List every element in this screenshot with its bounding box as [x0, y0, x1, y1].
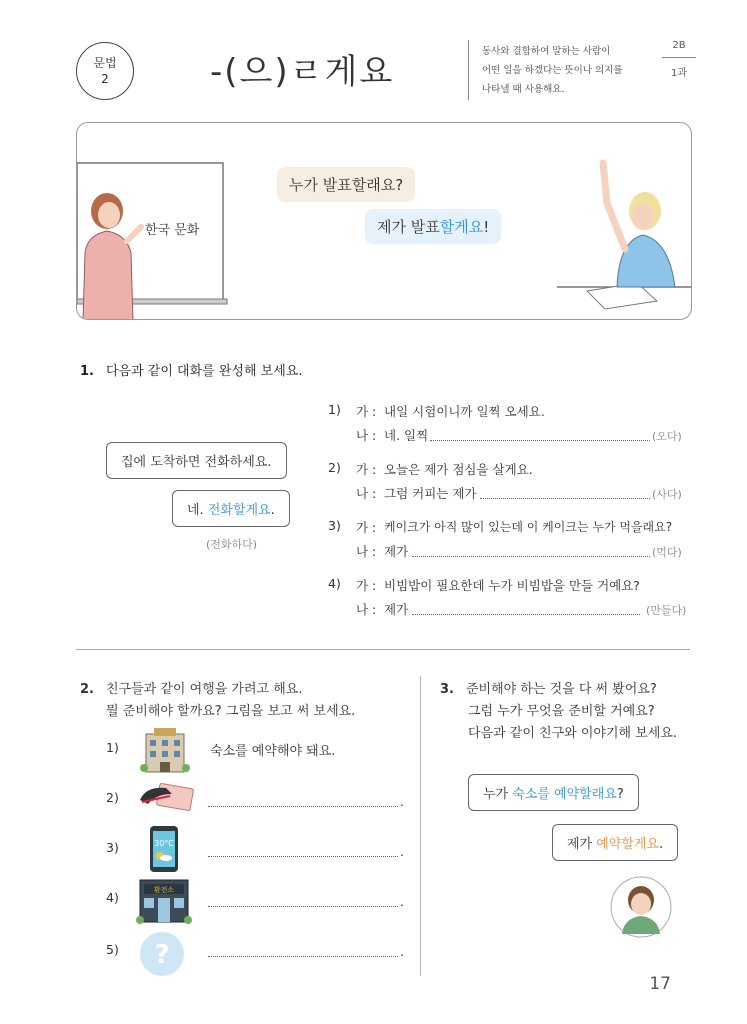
- q2-item-num: 2): [106, 790, 119, 805]
- badge-label: 문법: [93, 56, 117, 70]
- q3-text-2: 그럼 누가 무엇을 준비할 거예요?: [468, 704, 655, 719]
- answer-blank[interactable]: [480, 498, 650, 499]
- q1-speaker-b: 나 :: [356, 428, 377, 443]
- q1-line-a: 오늘은 제가 점심을 살게요.: [384, 462, 533, 477]
- q1-hint: (사다): [652, 488, 682, 501]
- student-avatar: [610, 876, 672, 938]
- question-bubble: 누가 발표할래요?: [277, 167, 415, 202]
- intro-scene: [76, 122, 692, 320]
- answer-blank[interactable]: [208, 906, 398, 907]
- answer-blank[interactable]: [412, 614, 640, 615]
- answer-blank[interactable]: [208, 806, 398, 807]
- desc-line: 어떤 일을 하겠다는 뜻이나 의지를: [482, 65, 623, 76]
- answer-blank[interactable]: [412, 556, 650, 557]
- q2-item-num: 3): [106, 840, 119, 855]
- q1-line-a: 비빔밥이 필요한데 누가 비빔밥을 만들 거예요?: [384, 578, 640, 593]
- example-pre: 네.: [187, 503, 208, 518]
- q3-instruction-1: [440, 678, 657, 697]
- exchange-shop-icon: [136, 876, 192, 924]
- answer-blank[interactable]: [430, 440, 650, 441]
- answer-end: !: [483, 218, 490, 236]
- q1-line-b: 제가: [384, 602, 409, 617]
- q2-instruction-1: [80, 678, 302, 697]
- q1-hint: (만들다): [646, 604, 687, 617]
- header-divider: [468, 40, 469, 100]
- q1-instruction: [80, 360, 302, 379]
- q2-item-num: 5): [106, 942, 119, 957]
- q1-hint: (먹다): [652, 546, 682, 559]
- badge-number: 2: [101, 72, 109, 86]
- grammar-description: [482, 42, 642, 99]
- q3-b1-highlight: 숙소를 예약할래요: [512, 787, 617, 802]
- desc-line: 동사와 결합하여 말하는 사람이: [482, 46, 611, 57]
- lesson-tag: [662, 40, 696, 79]
- q2-item-num: 1): [106, 740, 119, 755]
- q1-line-b: 그럼 커피는 제가: [384, 486, 477, 501]
- q3-number: 3.: [440, 682, 454, 697]
- q1-speaker-a: 가 :: [356, 404, 377, 419]
- q3-answer-bubble: [552, 824, 678, 861]
- q1-speaker-a: 가 :: [356, 520, 377, 535]
- answer-text: 제가 발표: [377, 218, 440, 236]
- answer-bubble: [365, 209, 501, 244]
- q1-number: 1.: [80, 364, 94, 379]
- q2-number: 2.: [80, 682, 94, 697]
- q1-item-num: 3): [328, 518, 341, 533]
- q2-item-num: 4): [106, 890, 119, 905]
- q3-text-3: 다음과 같이 친구와 이야기해 보세요.: [468, 726, 678, 741]
- q1-line-a: 케이크가 아직 많이 있는데 이 케이크는 누가 먹을래요?: [384, 520, 673, 534]
- answer-highlight: 할게요: [439, 218, 484, 236]
- q1-speaker-b: 나 :: [356, 602, 377, 617]
- example-end: .: [270, 503, 275, 518]
- q1-line-a: 내일 시험이니까 일찍 오세요.: [384, 404, 545, 419]
- q3-question-bubble: [468, 774, 639, 811]
- shop-sign: 환전소: [153, 886, 175, 894]
- q3-b1-end: ?: [616, 787, 624, 802]
- svg-text:?: ?: [154, 940, 170, 970]
- page-number: 17: [649, 974, 671, 994]
- q1-speaker-a: 가 :: [356, 462, 377, 477]
- q2-text-1: 친구들과 같이 여행을 가려고 해요.: [105, 682, 303, 697]
- grammar-badge: [76, 42, 134, 100]
- q1-item-num: 1): [328, 402, 341, 417]
- board-text: 한국 문화: [145, 223, 200, 238]
- answer-blank[interactable]: [208, 856, 398, 857]
- q3-text-1: 준비해야 하는 것을 다 써 봤어요?: [465, 682, 657, 697]
- lesson-number: 1과: [670, 68, 688, 79]
- q1-item-num: 4): [328, 576, 341, 591]
- example-bubble-1: 집에 도착하면 전화하세요.: [106, 442, 287, 479]
- book-level: 2B: [662, 40, 696, 58]
- example-highlight: 전화할게요: [207, 503, 271, 518]
- example-hint: (전화하다): [206, 538, 258, 551]
- weather-phone-icon: [146, 824, 182, 874]
- q3-b2-pre: 제가: [567, 837, 597, 852]
- q1-item-num: 2): [328, 460, 341, 475]
- example-bubble-2: [172, 490, 290, 527]
- q3-b1-pre: 누가: [483, 787, 513, 802]
- q1-line-b: 네. 일찍: [384, 428, 429, 443]
- q1-hint: (오다): [652, 430, 682, 443]
- desc-line: 나타낼 때 사용해요.: [482, 84, 565, 95]
- train-ticket-icon: [136, 780, 196, 814]
- q3-b2-end: .: [659, 837, 664, 852]
- q1-text: 다음과 같이 대화를 완성해 보세요.: [105, 364, 303, 379]
- hotel-icon: [140, 724, 190, 774]
- q1-speaker-b: 나 :: [356, 486, 377, 501]
- q1-speaker-b: 나 :: [356, 544, 377, 559]
- phone-temp: 30°C: [154, 839, 174, 848]
- q2-example-answer: 숙소를 예약해야 돼요.: [210, 744, 336, 759]
- answer-blank[interactable]: [208, 956, 398, 957]
- q1-line-b: 제가: [384, 544, 409, 559]
- q1-speaker-a: 가 :: [356, 578, 377, 593]
- q3-b2-highlight: 예약할게요: [596, 837, 660, 852]
- q2-text-2: 뭘 준비해야 할까요? 그림을 보고 써 보세요.: [106, 704, 356, 719]
- question-icon: [138, 930, 186, 978]
- grammar-title: -(으)ㄹ게요: [210, 52, 395, 92]
- section-divider: [76, 649, 690, 650]
- column-divider: [420, 676, 421, 976]
